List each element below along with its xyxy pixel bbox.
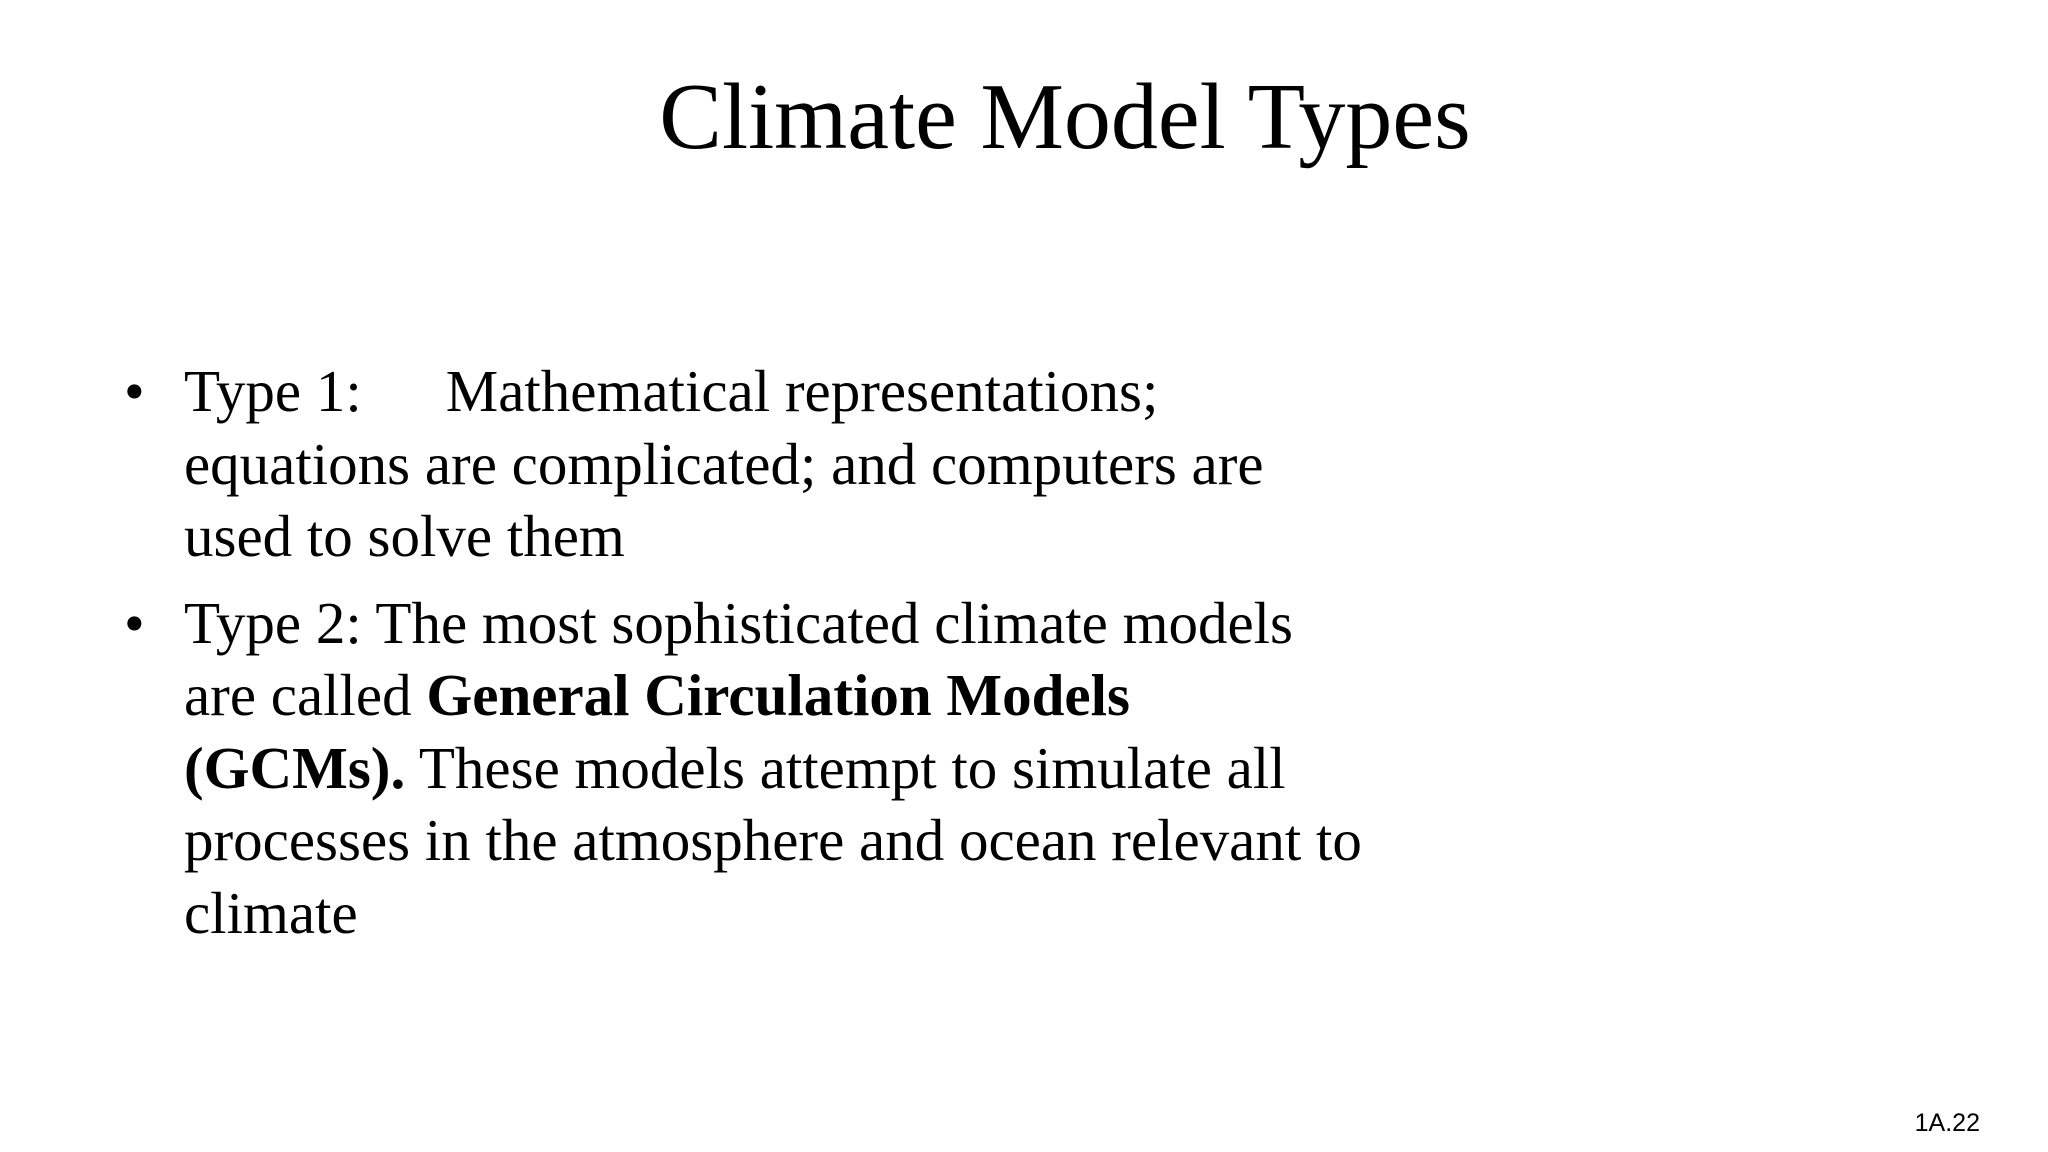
bullet-marker: • bbox=[124, 358, 145, 424]
bullet-item-type-2 bbox=[124, 587, 1364, 950]
bullet-lead: Type 1: bbox=[184, 358, 362, 424]
bullet-marker: • bbox=[124, 589, 145, 656]
bullet-list bbox=[124, 355, 1364, 963]
bullet-item-type-1 bbox=[124, 355, 1364, 573]
slide-number: 1A.22 bbox=[1914, 1109, 1980, 1137]
bullet-text-after: These models attempt to simulate all processes in the atmosphere and ocean relevant to climate bbox=[184, 734, 1362, 946]
bullet-text: Mathematical representations; equations are complicated; and computers are used to solve them bbox=[184, 358, 1264, 569]
bullet-text-before: Type 2: The most sophisticated climate models are called bbox=[184, 589, 1294, 728]
slide-title: Climate Model Types bbox=[659, 65, 1471, 169]
bullet-bold-text: General Circulation Models (GCMs). bbox=[184, 662, 1130, 801]
